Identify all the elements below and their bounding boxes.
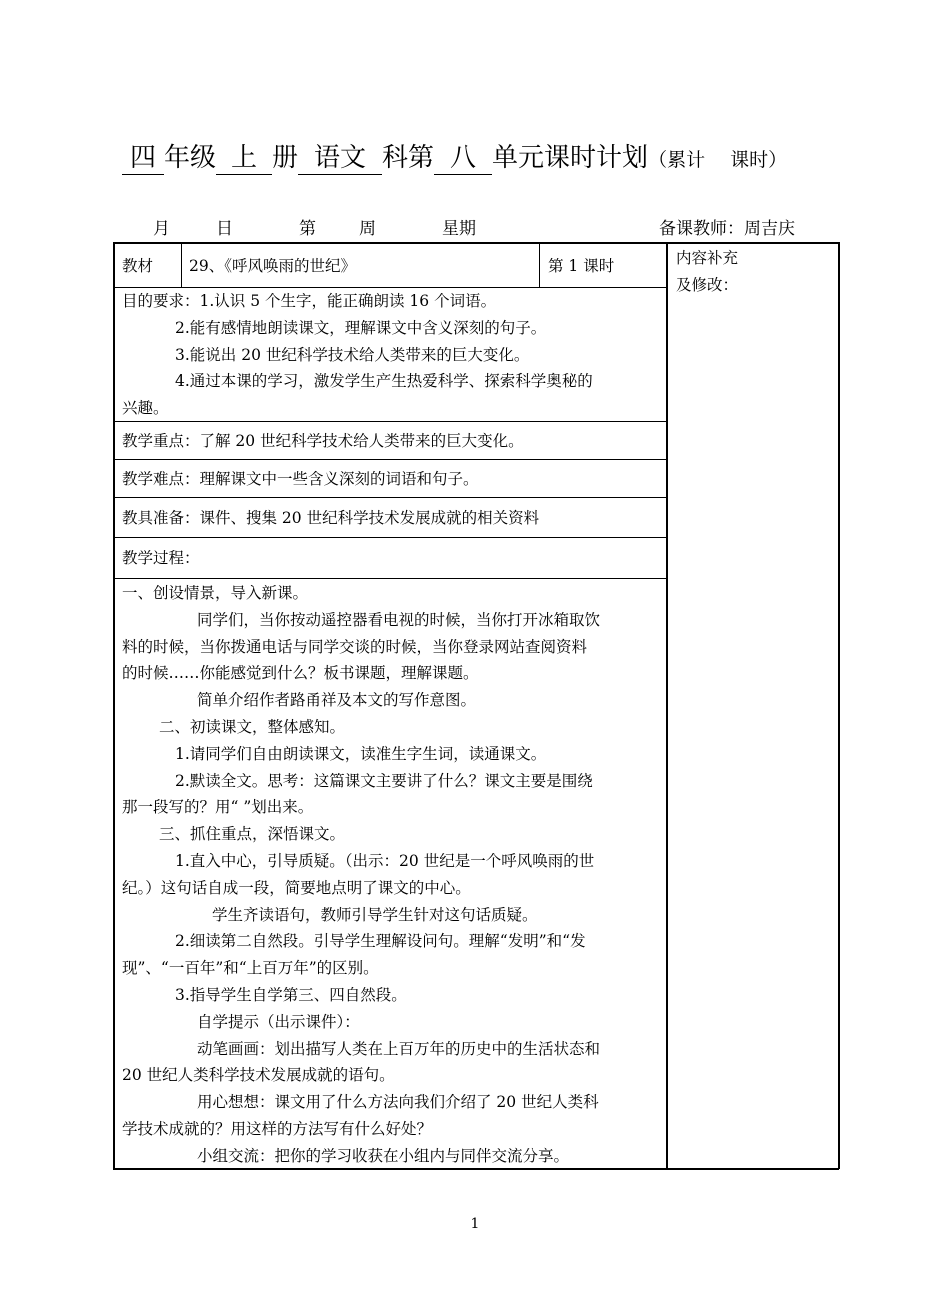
page-title xyxy=(122,138,882,180)
process-line: 那一段写的？用“ ”划出来。 xyxy=(122,798,314,817)
process-line: 3.指导学生自学第三、四自然段。 xyxy=(175,985,407,1004)
process-label: 教学过程： xyxy=(122,549,200,567)
process-line: 的时候……你能感觉到什么？板书课题，理解课题。 xyxy=(122,664,479,683)
week-prefix-label: 第 xyxy=(299,219,316,239)
process-line: 一、创设情景，导入新课。 xyxy=(122,584,309,602)
process-line: 学技术成就的？用这样的方法写有什么好处？ xyxy=(122,1119,433,1138)
subject-suffix: 科第 xyxy=(382,143,435,173)
process-line: 学生齐读语句，教师引导学生针对这句话质疑。 xyxy=(212,905,538,924)
process-line: 用心想想：课文用了什么方法向我们介绍了 20 世纪人类科 xyxy=(197,1093,599,1112)
process-line: 2.默读全文。思考：这篇课文主要讲了什么？课文主要是围绕 xyxy=(175,771,593,790)
process-line: 1.直入中心，引导质疑。（出示：20 世纪是一个呼风唤雨的世 xyxy=(175,851,595,870)
process-line: 纪。）这句话自成一段，简要地点明了课文的中心。 xyxy=(122,878,471,897)
process-line: 同学们，当你按动遥控器看电视的时候，当你打开冰箱取饮 xyxy=(197,610,601,629)
table-border-top xyxy=(113,242,839,244)
day-label: 日 xyxy=(216,219,233,239)
table-border-right xyxy=(838,242,840,1169)
difficulty: 教学难点：理解课文中一些含义深刻的词语和句子。 xyxy=(122,470,479,488)
process-line: 三、抓住重点，深悟课文。 xyxy=(159,825,346,844)
process-line: 简单介绍作者路甬祥及本文的写作意图。 xyxy=(197,691,477,710)
materials: 教具准备：课件、搜集 20 世纪科学技术发展成就的相关资料 xyxy=(122,509,540,527)
process-line: 1.请同学们自由朗读课文，读准生字生词，读通课文。 xyxy=(175,744,547,763)
unit-suffix: 单元课时计划 xyxy=(492,143,649,173)
row-divider xyxy=(113,537,667,538)
notes-header: 内容补充 及修改： xyxy=(676,249,739,294)
row-divider xyxy=(113,459,667,460)
unit-field: 八 xyxy=(434,142,492,175)
process-line: 现”、“一百年”和“上百万年”的区别。 xyxy=(122,959,379,978)
objective-line: 目的要求：1.认识 5 个生字，能正确朗读 16 个词语。 xyxy=(122,292,497,310)
cumulative-hours: （累计 课时） xyxy=(648,149,788,171)
objective-line: 4.通过本课的学习，激发学生产生热爱科学、探索科学奥秘的 xyxy=(175,372,593,391)
row-divider xyxy=(113,497,667,498)
row-divider xyxy=(113,578,667,579)
process-line: 2.细读第二自然段。引导学生理解设问句。理解“发明”和“发 xyxy=(175,932,586,951)
process-line: 自学提示（出示课件）： xyxy=(197,1012,360,1031)
process-line: 小组交流：把你的学习收获在小组内与同伴交流分享。 xyxy=(197,1146,570,1165)
period-count: 第 1 课时 xyxy=(548,257,615,275)
weekday-label: 星期 xyxy=(442,219,476,239)
col-divider xyxy=(181,242,182,288)
week-suffix-label: 周 xyxy=(359,219,376,239)
col-divider xyxy=(539,242,540,288)
subject-field: 语文 xyxy=(298,142,382,175)
grade-suffix: 年级 xyxy=(164,143,217,173)
process-line: 20 世纪人类科学技术发展成就的语句。 xyxy=(122,1066,395,1085)
textbook-label: 教材 xyxy=(122,257,154,275)
term-suffix: 册 xyxy=(272,143,299,173)
date-teacher-line xyxy=(0,214,950,242)
objective-line: 3.能说出 20 世纪科学技术给人类带来的巨大变化。 xyxy=(175,345,530,364)
process-line: 动笔画画：划出描写人类在上百万年的历史中的生活状态和 xyxy=(197,1039,601,1058)
notes-column-divider xyxy=(666,242,668,1169)
process-block xyxy=(122,580,662,1170)
grade-field: 四 xyxy=(122,142,164,175)
lesson-title: 29、《呼风唤雨的世纪》 xyxy=(189,257,356,275)
objective-line: 兴趣。 xyxy=(122,399,169,418)
month-label: 月 xyxy=(153,219,170,239)
term-field: 上 xyxy=(216,142,272,175)
key-point: 教学重点：了解 20 世纪科学技术给人类带来的巨大变化。 xyxy=(122,432,524,450)
table-border-left xyxy=(113,242,115,1169)
page-number: 1 xyxy=(470,1216,480,1232)
process-line: 二、初读课文，整体感知。 xyxy=(159,717,346,736)
objective-line: 2.能有感情地朗读课文，理解课文中含义深刻的句子。 xyxy=(175,318,547,337)
teacher-label: 备课教师：周吉庆 xyxy=(659,219,795,239)
process-line: 料的时候，当你拨通电话与同学交谈的时候，当你登录网站查阅资料 xyxy=(122,637,588,656)
objectives-block xyxy=(122,288,662,422)
